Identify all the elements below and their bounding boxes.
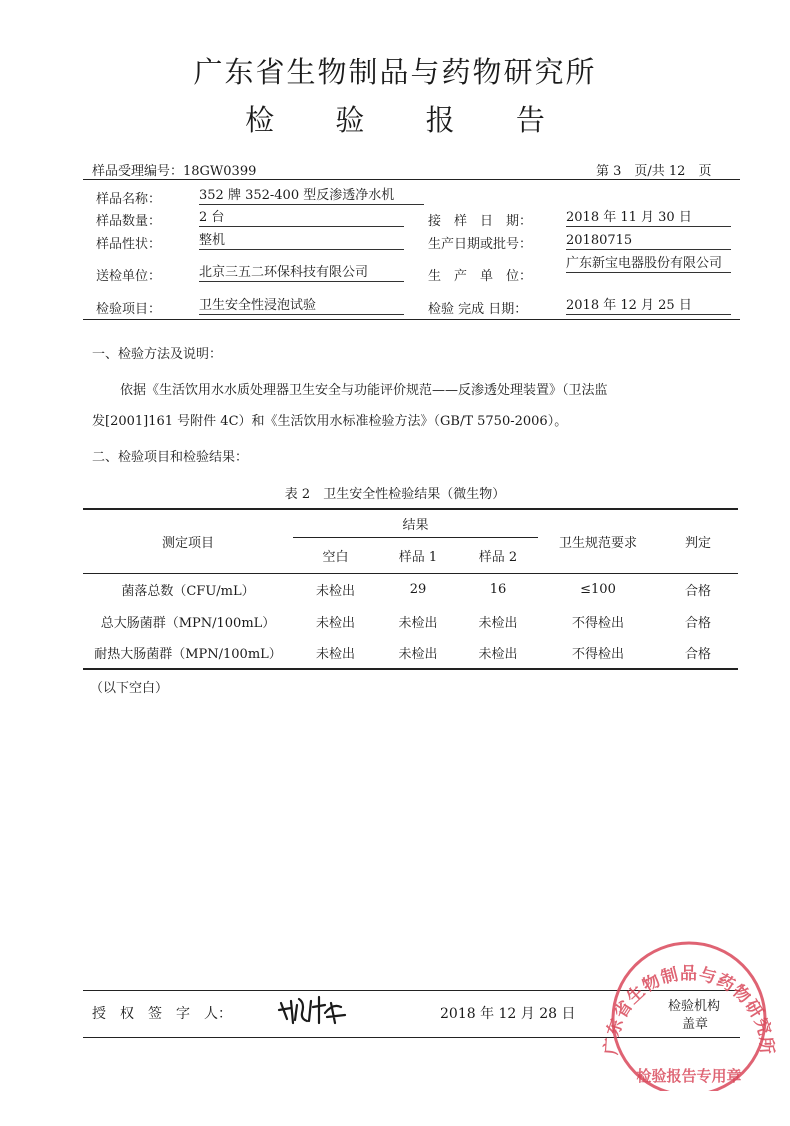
header-blank: 空白 (322, 549, 349, 565)
row-blank: 未检出 (315, 615, 355, 631)
row-item: 耐热大肠菌群（MPN/100mL） (94, 647, 282, 662)
row-judgement: 合格 (684, 583, 711, 599)
header-result: 结果 (293, 509, 538, 537)
finish-date-value: 2018 年 12 月 25 日 (566, 298, 731, 315)
header-judgement: 判定 (684, 535, 711, 551)
row-requirement: 不得检出 (571, 615, 624, 631)
maker-value: 广东新宝电器股份有限公司 (566, 255, 731, 273)
inspection-stamp (597, 941, 781, 1091)
header-sample-2: 样品 2 (478, 549, 518, 565)
sender-label: 送检单位： (96, 269, 162, 284)
header-rule (83, 179, 740, 180)
row-sample-2: 未检出 (478, 615, 518, 631)
maker-label: 生 产 单 位： (428, 269, 533, 284)
seal-label-line2: 盖章 (682, 1017, 709, 1032)
batch-value: 20180715 (566, 233, 731, 250)
svg-text:检验报告专用章: 检验报告专用章 (636, 1067, 742, 1085)
row-sample-2: 16 (489, 581, 507, 597)
row-sample-1: 未检出 (398, 647, 438, 662)
row-sample-1: 未检出 (398, 615, 438, 631)
blank-below-note: （以下空白） (90, 681, 169, 696)
row-judgement: 合格 (684, 615, 711, 631)
receive-date-label: 接 样 日 期： (428, 214, 533, 229)
sample-qty-label: 样品数量： (96, 214, 162, 229)
row-blank: 未检出 (315, 583, 355, 599)
test-item-label: 检验项目： (96, 302, 162, 317)
sample-qty-value: 2 台 (199, 210, 404, 227)
header-item: 测定项目 (161, 535, 214, 551)
info-rule (83, 319, 740, 320)
report-title: 检 验 报 告 (245, 103, 571, 137)
header-requirement: 卫生规范要求 (558, 535, 637, 551)
table-row (83, 605, 738, 637)
sample-state-value: 整机 (199, 233, 404, 250)
institute-title: 广东省生物制品与药物研究所 (193, 55, 597, 89)
page-info: 第 3 页/共 12 页 (596, 164, 712, 179)
signatory-label: 授 权 签 字 人： (92, 1006, 232, 1022)
svg-text:广东省生物制品与药物研究所: 广东省生物制品与药物研究所 (601, 964, 777, 1056)
table-caption: 表 2 卫生安全性检验结果（微生物） (284, 487, 506, 502)
row-requirement: 不得检出 (571, 647, 624, 662)
sign-date: 2018 年 12 月 28 日 (440, 1006, 576, 1022)
finish-date-label: 检验 完成 日期： (428, 302, 528, 317)
sample-state-label: 样品性状： (96, 237, 162, 252)
sample-name-value: 352 牌 352-400 型反渗透净水机 (199, 188, 424, 205)
row-requirement: ≤100 (580, 581, 616, 597)
receive-date-value: 2018 年 11 月 30 日 (566, 210, 731, 227)
row-item: 总大肠菌群（MPN/100mL） (100, 615, 276, 631)
method-paragraph-line1: 依据《生活饮用水水质处理器卫生安全与功能评价规范——反渗透处理装置》（卫法监 (120, 383, 608, 398)
table-row (83, 637, 738, 669)
handwritten-signature (275, 993, 350, 1025)
seal-label-line1: 检验机构 (668, 999, 721, 1014)
row-sample-1: 29 (409, 581, 427, 597)
sample-number: 样品受理编号：18GW0399 (92, 164, 257, 179)
test-item-value: 卫生安全性浸泡试验 (199, 298, 404, 315)
row-judgement: 合格 (684, 647, 711, 662)
method-paragraph-line2: 发[2001]161 号附件 4C）和《生活饮用水标准检验方法》（GB/T 5750-2006）。 (92, 414, 568, 429)
row-blank: 未检出 (315, 647, 355, 662)
section-method-heading: 一、检验方法及说明： (92, 347, 223, 362)
row-sample-2: 未检出 (478, 647, 518, 662)
batch-label: 生产日期或批号： (428, 237, 533, 252)
results-table (83, 508, 738, 670)
sample-name-label: 样品名称： (96, 192, 162, 207)
row-item: 菌落总数（CFU/mL） (121, 583, 255, 599)
table-row (83, 573, 738, 605)
header-sample-1: 样品 1 (398, 549, 438, 565)
sender-value: 北京三五二环保科技有限公司 (199, 265, 404, 282)
section-results-heading: 二、检验项目和检验结果： (92, 450, 249, 465)
